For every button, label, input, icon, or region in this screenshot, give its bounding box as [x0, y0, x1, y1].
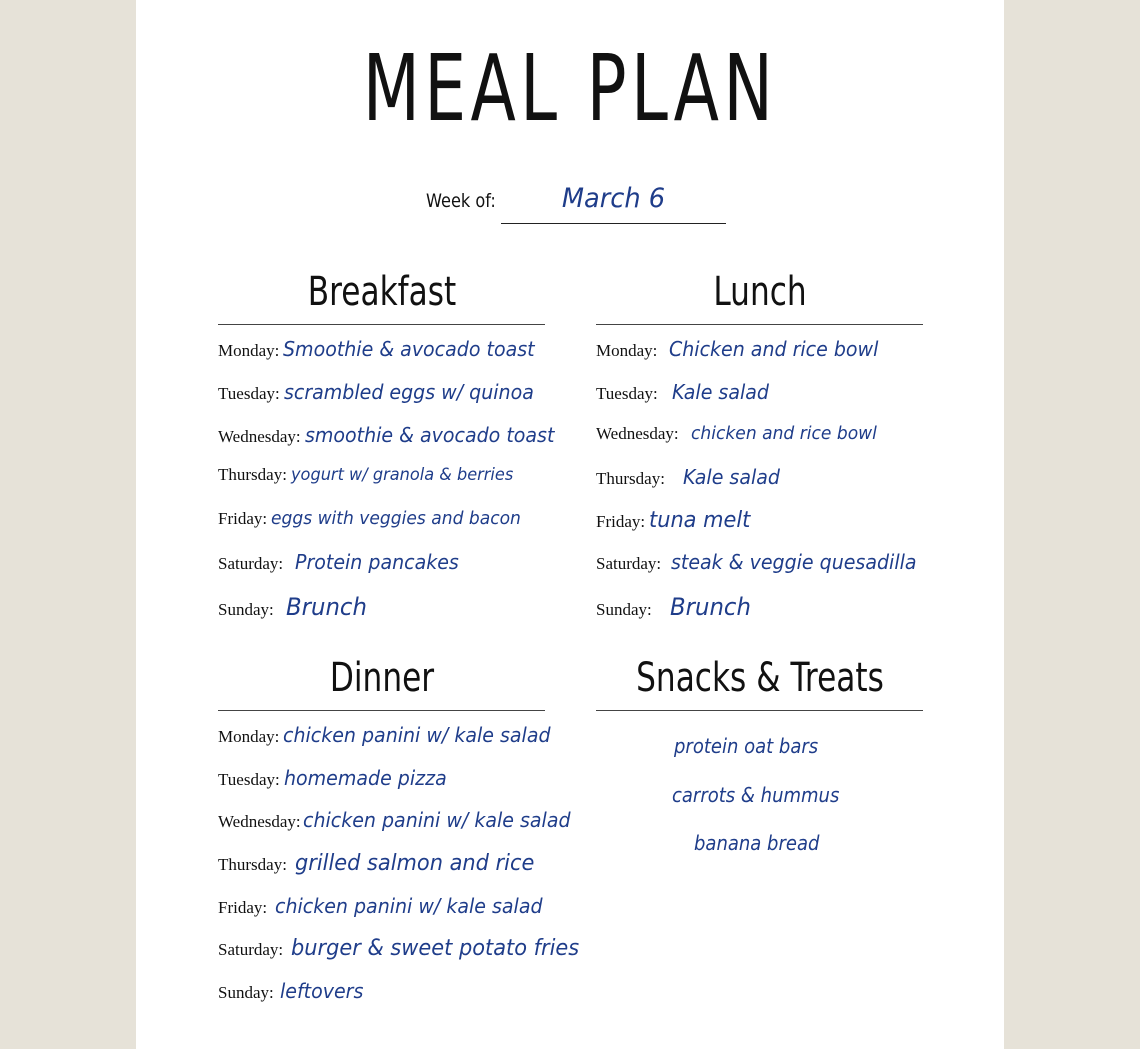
- day-label: Monday:: [218, 341, 280, 360]
- week-underline: [501, 223, 726, 224]
- day-label: Wednesday:: [218, 812, 301, 831]
- breakfast-row-wednesday[interactable]: [218, 423, 567, 447]
- dinner-row-friday[interactable]: [218, 894, 557, 918]
- meal-entry[interactable]: chicken and rice bowl: [690, 423, 877, 444]
- meal-entry[interactable]: homemade pizza: [283, 766, 447, 790]
- meal-entry[interactable]: Protein pancakes: [295, 550, 459, 574]
- day-label: Saturday:: [218, 554, 284, 573]
- meal-entry[interactable]: Brunch: [285, 593, 367, 621]
- snacks-rule: [596, 710, 923, 711]
- snacks-heading: Snacks & Treats: [636, 655, 884, 701]
- meal-entry[interactable]: yogurt w/ granola & berries: [290, 465, 514, 485]
- meal-entry[interactable]: eggs with veggies and bacon: [271, 508, 522, 529]
- meal-entry[interactable]: burger & sweet potato fries: [291, 936, 580, 961]
- day-label: Wednesday:: [218, 427, 301, 446]
- snack-item[interactable]: banana bread: [694, 831, 820, 855]
- day-label: Monday:: [596, 341, 658, 360]
- day-label: Wednesday:: [596, 424, 679, 443]
- day-label: Friday:: [218, 898, 268, 917]
- dinner-rule: [218, 710, 545, 711]
- meal-entry[interactable]: tuna melt: [649, 508, 751, 533]
- day-label: Sunday:: [596, 600, 652, 619]
- breakfast-row-thursday[interactable]: [218, 465, 525, 485]
- day-label: Thursday:: [596, 469, 665, 488]
- day-label: Friday:: [218, 509, 268, 528]
- dinner-row-tuesday[interactable]: [218, 766, 455, 790]
- lunch-row-wednesday[interactable]: [596, 423, 886, 444]
- meal-entry[interactable]: steak & veggie quesadilla: [671, 550, 917, 574]
- day-label: Tuesday:: [596, 384, 658, 403]
- meal-entry[interactable]: Smoothie & avocado toast: [283, 337, 535, 361]
- snack-item[interactable]: protein oat bars: [674, 734, 819, 758]
- lunch-row-saturday[interactable]: [596, 550, 930, 574]
- breakfast-rule: [218, 324, 545, 325]
- lunch-rule: [596, 324, 923, 325]
- dinner-row-thursday[interactable]: [218, 851, 547, 876]
- page-title: MEAL PLAN: [362, 35, 778, 142]
- breakfast-row-friday[interactable]: [218, 508, 534, 529]
- meal-entry[interactable]: smoothie & avocado toast: [304, 423, 555, 447]
- day-label: Monday:: [218, 727, 280, 746]
- meal-entry[interactable]: scrambled eggs w/ quinoa: [283, 380, 534, 404]
- lunch-heading: Lunch: [713, 269, 807, 315]
- meal-entry[interactable]: grilled salmon and rice: [294, 851, 535, 876]
- meal-entry[interactable]: Kale salad: [682, 465, 780, 489]
- meal-entry[interactable]: leftovers: [279, 979, 364, 1003]
- meal-entry[interactable]: Kale salad: [671, 380, 769, 404]
- lunch-row-thursday[interactable]: [596, 465, 785, 489]
- meal-entry[interactable]: chicken panini w/ kale salad: [302, 808, 571, 832]
- day-label: Sunday:: [218, 983, 274, 1002]
- day-label: Saturday:: [596, 554, 662, 573]
- day-label: Thursday:: [218, 855, 287, 874]
- breakfast-heading: Breakfast: [307, 269, 457, 315]
- day-label: Sunday:: [218, 600, 274, 619]
- dinner-row-monday[interactable]: [218, 723, 565, 747]
- meal-plan-page: [136, 0, 1004, 1049]
- day-label: Tuesday:: [218, 384, 280, 403]
- dinner-row-sunday[interactable]: [218, 979, 368, 1003]
- day-label: Saturday:: [218, 940, 284, 959]
- breakfast-row-saturday[interactable]: [218, 550, 468, 574]
- day-label: Tuesday:: [218, 770, 280, 789]
- dinner-row-wednesday[interactable]: [218, 808, 584, 832]
- day-label: Thursday:: [218, 465, 287, 484]
- meal-entry[interactable]: chicken panini w/ kale salad: [283, 723, 551, 747]
- breakfast-row-tuesday[interactable]: [218, 380, 547, 404]
- week-label: Week of:: [426, 190, 496, 212]
- week-value[interactable]: March 6: [561, 183, 666, 214]
- meal-entry[interactable]: Chicken and rice bowl: [669, 337, 879, 361]
- lunch-row-friday[interactable]: [596, 508, 756, 533]
- dinner-heading: Dinner: [329, 655, 435, 701]
- day-label: Friday:: [596, 512, 646, 531]
- breakfast-row-monday[interactable]: [218, 337, 548, 361]
- snack-item[interactable]: carrots & hummus: [672, 783, 840, 807]
- lunch-row-sunday[interactable]: [596, 593, 755, 621]
- lunch-row-tuesday[interactable]: [596, 380, 774, 404]
- meal-entry[interactable]: Brunch: [669, 593, 751, 621]
- meal-entry[interactable]: chicken panini w/ kale salad: [275, 894, 543, 918]
- lunch-row-monday[interactable]: [596, 337, 890, 361]
- breakfast-row-sunday[interactable]: [218, 593, 371, 621]
- dinner-row-saturday[interactable]: [218, 936, 594, 961]
